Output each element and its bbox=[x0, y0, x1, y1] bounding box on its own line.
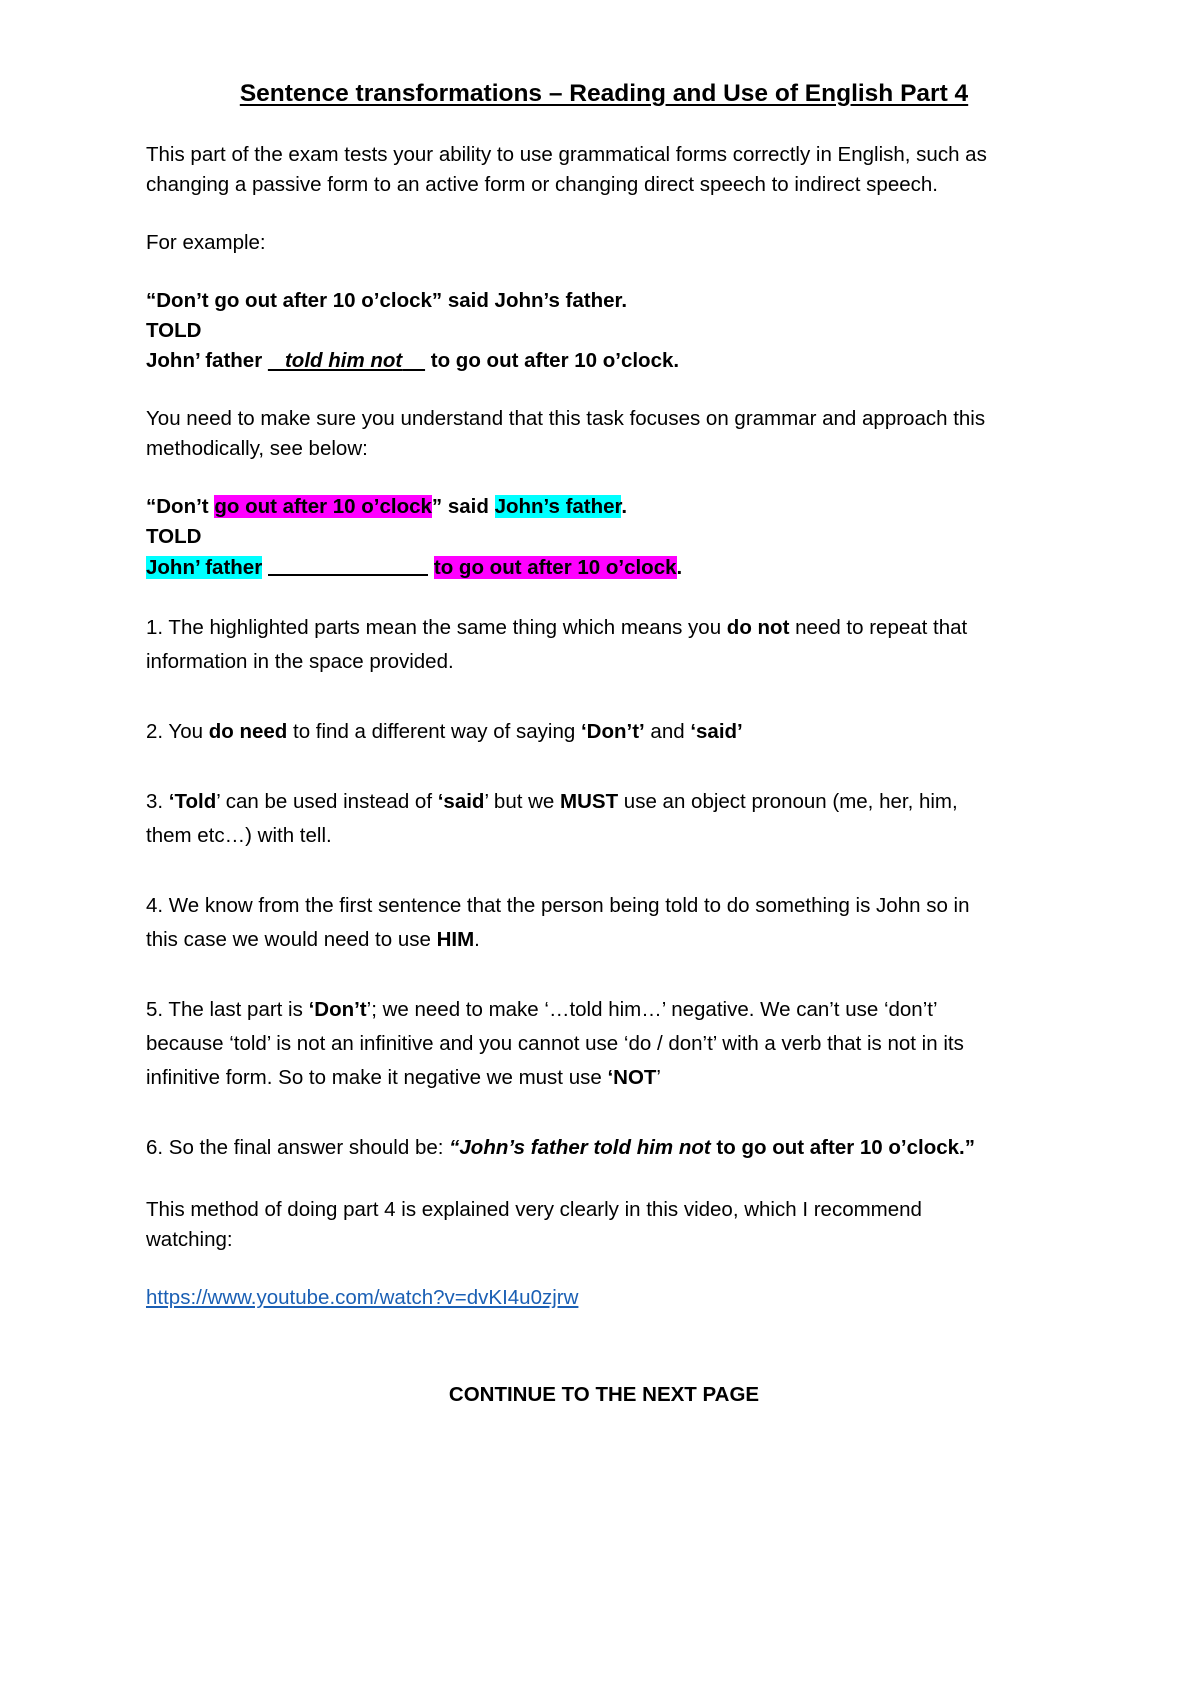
point-2-bold-3: ‘said’ bbox=[690, 720, 743, 743]
point-3 bbox=[146, 785, 1076, 853]
example-2-transformed bbox=[146, 552, 1076, 583]
point-2-text-c: to find a different way of saying bbox=[287, 720, 581, 743]
point-2-bold-2: ‘Don’t’ bbox=[580, 720, 645, 743]
highlight-cyan-2: John’ father bbox=[146, 556, 263, 579]
example-2-quote-open: “Don’t bbox=[146, 495, 215, 518]
point-2-text-a: 2. You bbox=[146, 720, 209, 743]
video-paragraph bbox=[146, 1195, 1076, 1255]
method-intro-line-2: methodically, see below: bbox=[146, 437, 368, 460]
example-1-keyword: TOLD bbox=[146, 319, 202, 342]
point-5-text-d: because ‘told’ is not an infinitive and you cannot use ‘do / don’t’ with a verb that is not in its bbox=[146, 1032, 964, 1055]
example-1-answer: told him not bbox=[284, 349, 403, 372]
highlight-cyan-1: John’s father bbox=[494, 495, 622, 518]
point-6-text-a: 6. So the final answer should be: bbox=[146, 1136, 450, 1159]
point-3-bold-1: ‘Told bbox=[168, 790, 217, 813]
point-3-text-a: 3. bbox=[146, 790, 169, 813]
point-6-bold: to go out after 10 o’clock.” bbox=[710, 1136, 975, 1159]
point-6-answer: told him not bbox=[593, 1136, 711, 1159]
point-5-text-e: infinitive form. So to make it negative we must use bbox=[146, 1066, 608, 1089]
intro-paragraph bbox=[146, 140, 1076, 200]
example-1 bbox=[146, 286, 1076, 376]
highlight-pink-1: go out after 10 o’clock bbox=[214, 495, 432, 518]
point-4-text-b: this case we would need to use bbox=[146, 928, 437, 951]
video-link-paragraph bbox=[146, 1283, 1076, 1313]
example-1-sentence: “Don’t go out after 10 o’clock” said John’s father. bbox=[146, 289, 628, 312]
example-1-transformed bbox=[146, 346, 1076, 376]
point-5-text-g: ’ bbox=[656, 1066, 661, 1089]
highlight-pink-2: to go out after 10 o’clock bbox=[433, 556, 677, 579]
example-2-mid: ” said bbox=[431, 495, 495, 518]
page-title: Sentence transformations – Reading and Use of English Part 4 bbox=[239, 80, 969, 107]
example-2-keyword: TOLD bbox=[146, 525, 202, 548]
answer-blank-line bbox=[268, 552, 428, 576]
intro-line-1: This part of the exam tests your ability to use grammatical forms correctly in English, such as bbox=[146, 143, 987, 166]
point-2 bbox=[146, 715, 1076, 749]
point-4-bold: HIM bbox=[436, 928, 475, 951]
video-line-1: This method of doing part 4 is explained very clearly in this video, which I recommend bbox=[146, 1198, 922, 1221]
point-4 bbox=[146, 889, 1076, 957]
point-1-text-c: need to repeat that bbox=[789, 616, 968, 639]
point-1-text-a: 1. The highlighted parts mean the same thing which means you bbox=[146, 616, 727, 639]
intro-line-2: changing a passive form to an active form or changing direct speech to indirect speech. bbox=[146, 173, 938, 196]
point-5-bold-2: ‘NOT bbox=[607, 1066, 657, 1089]
point-3-text-c: ’ can be used instead of bbox=[216, 790, 438, 813]
continue-footer: CONTINUE TO THE NEXT PAGE bbox=[448, 1383, 760, 1406]
point-5-text-c: ’; we need to make ‘…told him…’ negative. We can’t use ‘don’t’ bbox=[366, 998, 938, 1021]
document-content bbox=[146, 78, 1076, 1407]
point-2-bold-1: do need bbox=[208, 720, 288, 743]
point-4-text-a: 4. We know from the first sentence that the person being told to do something is John so in bbox=[146, 894, 970, 917]
example-2-sentence bbox=[146, 492, 1076, 522]
video-line-2: watching: bbox=[146, 1228, 233, 1251]
youtube-link[interactable]: https://www.youtube.com/watch?v=dvKI4u0zjrw bbox=[146, 1286, 579, 1309]
point-5-text-a: 5. The last part is bbox=[146, 998, 309, 1021]
example-2-end: . bbox=[676, 556, 683, 579]
example-2 bbox=[146, 492, 1076, 583]
point-4-text-d: . bbox=[474, 928, 480, 951]
example-1-start: John’ father bbox=[146, 349, 268, 372]
point-3-bold-2: ‘said bbox=[437, 790, 485, 813]
point-3-text-g: use an object pronoun (me, her, him, bbox=[618, 790, 958, 813]
for-example-label: For example: bbox=[146, 231, 266, 254]
point-1-bold: do not bbox=[726, 616, 790, 639]
point-6 bbox=[146, 1131, 1076, 1165]
point-5-bold-1: ‘Don’t bbox=[308, 998, 367, 1021]
point-3-text-e: ’ but we bbox=[484, 790, 561, 813]
point-3-bold-3: MUST bbox=[560, 790, 619, 813]
point-6-bold-italic: “John’s father bbox=[449, 1136, 594, 1159]
method-intro-paragraph bbox=[146, 404, 1076, 464]
point-2-text-e: and bbox=[644, 720, 691, 743]
point-5 bbox=[146, 993, 1076, 1095]
point-1 bbox=[146, 611, 1076, 679]
example-1-answer-blank bbox=[268, 349, 425, 372]
method-intro-line-1: You need to make sure you understand that this task focuses on grammar and approach this bbox=[146, 407, 986, 430]
example-1-end: to go out after 10 o’clock. bbox=[425, 349, 680, 372]
example-2-dot: . bbox=[621, 495, 628, 518]
point-3-text-h: them etc…) with tell. bbox=[146, 824, 332, 847]
point-1-text-d: information in the space provided. bbox=[146, 650, 454, 673]
